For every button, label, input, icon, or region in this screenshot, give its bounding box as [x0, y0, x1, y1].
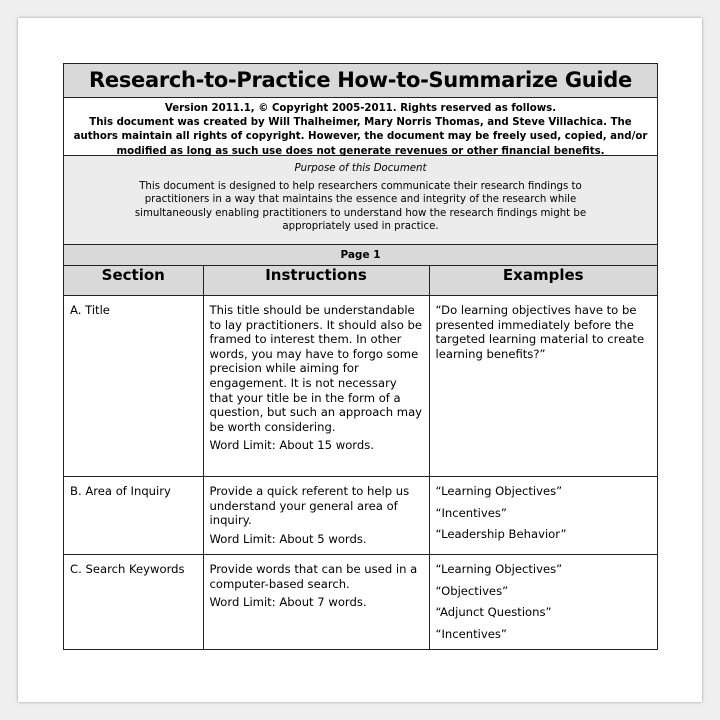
page	[18, 18, 702, 702]
guide-table	[64, 266, 657, 649]
purpose-block	[64, 156, 657, 245]
row-examples	[429, 296, 657, 477]
row-instructions	[203, 555, 429, 649]
purpose-title: Purpose of this Document	[294, 163, 427, 174]
example-item: “Objectives”	[435, 583, 509, 598]
row-examples	[429, 555, 657, 649]
header-section: Section	[64, 266, 203, 296]
instruction-text: This title should be understandable to lay practitioners. It should also be framed to interest them. In other words, you may have to forgo some precision while aiming for engagement. It is not necessary that your title be in the form of a question, but such an approach may be worth considering.	[209, 303, 423, 434]
row-instructions	[203, 296, 429, 477]
version-block	[64, 98, 657, 156]
row-section: B. Area of Inquiry	[64, 477, 203, 555]
table-row	[64, 296, 657, 477]
page-label: Page 1	[64, 245, 657, 266]
example-item: “Leadership Behavior”	[435, 527, 567, 542]
table-row	[64, 555, 657, 649]
example-item: “Incentives”	[435, 505, 507, 520]
example-item: “Learning Objectives”	[435, 484, 563, 498]
purpose-body: This document is designed to help researchers communicate their research findings to practitioners in a way that maintains the essence and integrity of the research while simultaneously enabling practitioners to understand how the research findings might be appropriately used in practice.	[134, 180, 587, 232]
word-limit: Word Limit: About 5 words.	[209, 531, 367, 546]
row-section: A. Title	[64, 296, 203, 477]
example-item: “Do learning objectives have to be presented immediately before the targeted learning material to create learning benefits?”	[435, 303, 645, 361]
example-item: “Incentives”	[435, 626, 507, 641]
document-title: Research-to-Practice How-to-Summarize Guide	[64, 64, 657, 98]
header-instructions: Instructions	[203, 266, 429, 296]
instruction-text: Provide a quick referent to help us understand your general area of inquiry.	[209, 484, 410, 528]
copyright-text: This document was created by Will Thalheimer, Mary Norris Thomas, and Steve Villachica. The authors maintain all rights of copyright. However, the document may be freely used, copied, and/or modified as long as such use does not generate revenues or other financial benefits.	[73, 117, 648, 157]
header-examples: Examples	[429, 266, 657, 296]
table-header-row	[64, 266, 657, 296]
word-limit: Word Limit: About 15 words.	[209, 438, 374, 453]
table-row	[64, 477, 657, 555]
row-section: C. Search Keywords	[64, 555, 203, 649]
version-line: Version 2011.1, © Copyright 2005-2011. Rights reserved as follows.	[164, 103, 557, 114]
instruction-text: Provide words that can be used in a computer-based search.	[209, 562, 418, 591]
row-examples	[429, 477, 657, 555]
example-item: “Learning Objectives”	[435, 562, 563, 576]
word-limit: Word Limit: About 7 words.	[209, 595, 367, 610]
example-item: “Adjunct Questions”	[435, 605, 552, 620]
guide-document	[63, 63, 658, 650]
row-instructions	[203, 477, 429, 555]
